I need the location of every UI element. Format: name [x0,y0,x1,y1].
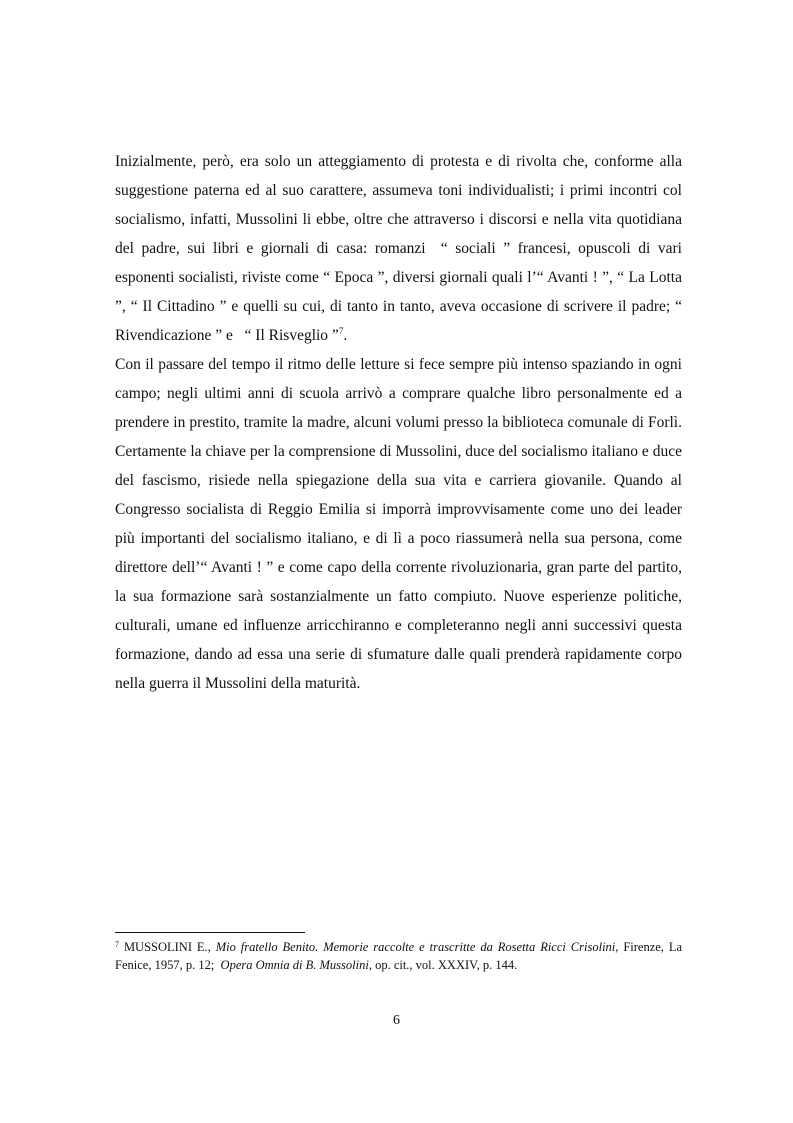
footnote-title-2: Opera Omnia di B. Mussolini [220,958,369,972]
footnote-publication-1: , Firenze, La Fenice, 1957, p. 12; [115,940,683,972]
footnote-reference[interactable]: 7 [338,326,344,336]
footnote-number: 7 [115,940,119,949]
footnote-publication-2: , op. cit., vol. XXXIV, p. 144. [368,958,518,972]
footnote-title-1: Mio fratello Benito. Memorie raccolte e trascritte da Rosetta Ricci Crisolini [215,940,616,954]
body-text [115,147,682,698]
footnote [115,938,682,974]
footnote-separator [115,932,305,933]
paragraph-2: Con il passare del tempo il ritmo delle letture si fece sempre più intenso spaziando in ogni campo; negli ultimi anni di scuola arrivò a comprare qualche libro personalmente ed a prendere in prestito, tramite la madre, alcuni volumi presso la biblioteca comunale di Forlì. Certamente la chiave per la comprensione di Mussolini, duce del socialismo italiano e duce del fascismo, risiede nella spiegazione della sua vita e carriera giovanile. Quando al Congresso socialista di Reggio Emilia si imporrà improvvisamente come uno dei leader più importanti del socialismo italiano, e di lì a poco riassumerà nella sua persona, come direttore dell’“ Avanti ! ” e come capo della corrente rivoluzionaria, gran parte del partito, la sua formazione sarà sostanzialmente un fatto compiuto. Nuove esperienze politiche, culturali, umane ed influenze arricchiranno e completeranno negli anni successivi questa formazione, dando ad essa una serie di sfumature dalle quali prenderà rapidamente corpo nella guerra il Mussolini della maturità. [115,356,682,692]
paragraph-1-end: . [343,327,348,344]
page-number: 6 [393,1013,400,1028]
paragraph-1-text: Inizialmente, però, era solo un atteggiamento di protesta e di rivolta che, conforme alla suggestione paterna ed al suo carattere, assumeva toni individualisti; i primi incontri col socialismo, infatti, Mussolini li ebbe, oltre che attraverso i discorsi e nella vita quotidiana del padre, sui libri e giornali di casa: romanzi “ sociali ” francesi, opuscoli di vari esponenti socialisti, riviste come “ Epoca ”, diversi giornali quali l’“ Avanti ! ”, “ La Lotta ”, “ Il Cittadino ” e quelli su cui, di tanto in tanto, aveva occasione di scrivere il padre; “ Rivendicazione ” e “ Il Risveglio ” [115,153,682,344]
paragraph-1 [115,147,682,350]
footnote-author: MUSSOLINI E., [123,940,211,954]
